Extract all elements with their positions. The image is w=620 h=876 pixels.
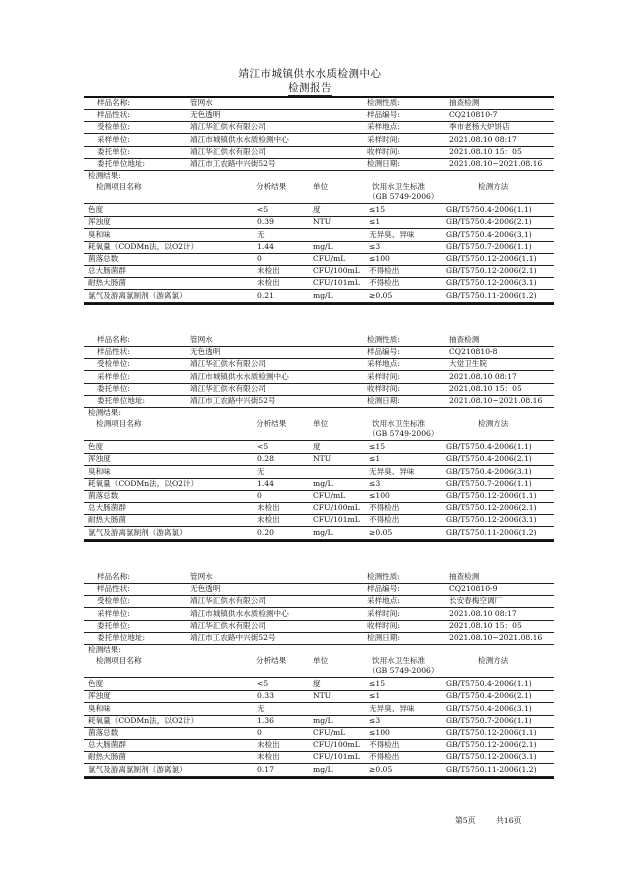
item-standard: 不得检出: [369, 266, 400, 276]
row-rule: [84, 170, 554, 171]
field-value: 无色透明: [190, 110, 221, 120]
field-value: CQ210810-7: [449, 110, 498, 120]
item-method: GB/T5750.7-2006(1.1): [446, 241, 532, 251]
item-name: 总大肠菌群: [88, 503, 126, 513]
item-name: 耗氧量（CODMn法，以O2计）: [88, 241, 199, 251]
col-header-standard: 饮用水卫生标准: [372, 419, 426, 429]
field-value: 2021.08.10~2021.08.16: [449, 159, 543, 168]
field-label: 检测性质:: [367, 335, 400, 344]
field-label: 委托单位:: [97, 146, 130, 156]
field-label: 采样单位:: [97, 371, 130, 381]
item-name: 总大肠菌群: [88, 266, 126, 276]
item-unit: NTU: [313, 454, 332, 464]
item-result: 0: [257, 728, 262, 737]
item-name: 总大肠菌群: [88, 740, 126, 750]
field-label: 检测日期:: [367, 159, 400, 168]
item-unit: mg/L: [313, 241, 333, 251]
item-unit: 度: [313, 679, 321, 689]
item-result: 0.20: [257, 527, 274, 537]
item-method: GB/T5750.12-2006(2.1): [446, 503, 537, 513]
field-label: 委托单位:: [97, 383, 130, 393]
field-value: 管网水: [190, 335, 213, 344]
field-label: 委托单位地址:: [97, 159, 146, 168]
field-label: 委托单位地址:: [97, 396, 146, 405]
item-method: GB/T5750.4-2006(2.1): [446, 691, 532, 701]
item-standard: ≤3: [369, 478, 381, 488]
item-result: 未检出: [257, 515, 280, 525]
item-standard: 不得检出: [369, 515, 400, 525]
item-name: 色度: [88, 442, 104, 452]
item-standard: ≥0.05: [369, 527, 393, 537]
field-value: 2021.08.10 15：05: [449, 620, 522, 630]
field-label: 采样地点:: [367, 596, 400, 606]
item-method: GB/T5750.11-2006(1.2): [446, 764, 537, 774]
item-unit: CFU/mL: [313, 254, 346, 263]
field-value: 靖江华汇供水有限公司: [190, 146, 266, 156]
item-unit: mg/L: [313, 527, 333, 537]
item-unit: CFU/100mL: [313, 740, 360, 750]
section-rule: [84, 777, 554, 779]
item-method: GB/T5750.7-2006(1.1): [446, 478, 532, 488]
field-value: 无色透明: [190, 584, 221, 594]
field-label: 委托单位地址:: [97, 633, 146, 642]
field-label: 收样时间:: [367, 383, 400, 393]
item-name: 浑浊度: [88, 454, 111, 464]
col-header-unit: 单位: [313, 182, 329, 192]
field-label: 样品编号:: [367, 584, 400, 594]
item-standard: ≥0.05: [369, 764, 393, 774]
field-value: 长安春梅空调厂: [449, 596, 503, 606]
item-result: 0.21: [257, 290, 274, 300]
item-unit: CFU/mL: [313, 728, 346, 737]
item-method: GB/T5750.12-2006(1.1): [446, 728, 537, 737]
item-unit: CFU/101mL: [313, 278, 360, 288]
item-standard: 无异臭、异味: [369, 703, 415, 713]
field-label: 样品性状:: [97, 110, 130, 120]
item-result: 未检出: [257, 278, 280, 288]
item-standard: 不得检出: [369, 752, 400, 762]
col-header-method: 检测方法: [478, 656, 509, 666]
field-value: 2021.08.10 08:17: [449, 371, 517, 381]
item-method: GB/T5750.4-2006(1.1): [446, 679, 532, 689]
field-value: 靖江市城镇供水水质检测中心: [190, 134, 289, 144]
item-method: GB/T5750.12-2006(3.1): [446, 278, 537, 288]
item-unit: 度: [313, 205, 321, 215]
item-result: 未检出: [257, 740, 280, 750]
item-result: 0.17: [257, 764, 274, 774]
item-standard: ≤15: [369, 205, 386, 215]
item-standard: ≤1: [369, 454, 381, 464]
item-result: 0: [257, 254, 262, 263]
field-value: 2021.08.10 08:17: [449, 608, 517, 618]
item-result: 0.33: [257, 691, 274, 701]
field-label: 样品编号:: [367, 110, 400, 120]
field-value: 2021.08.10 08:17: [449, 134, 517, 144]
item-method: GB/T5750.12-2006(2.1): [446, 740, 537, 750]
item-name: 菌落总数: [88, 728, 119, 737]
field-label: 样品性状:: [97, 347, 130, 357]
item-standard: 不得检出: [369, 740, 400, 750]
header-rule: [84, 96, 554, 98]
field-value: 靖江华汇供水有限公司: [190, 620, 266, 630]
item-standard: ≥0.05: [369, 290, 393, 300]
item-method: GB/T5750.4-2006(3.1): [446, 466, 532, 476]
field-value: 靖江市城镇供水水质检测中心: [190, 608, 289, 618]
page-total: 共16页: [496, 816, 522, 825]
item-name: 浑浊度: [88, 217, 111, 227]
page-number: 第5页: [455, 816, 476, 825]
item-result: 未检出: [257, 266, 280, 276]
item-unit: CFU/mL: [313, 491, 346, 500]
item-standard: 无异臭、异味: [369, 466, 415, 476]
field-label: 检测日期:: [367, 633, 400, 642]
item-unit: mg/L: [313, 478, 333, 488]
report-title-text: 检测报告: [288, 82, 332, 94]
item-name: 菌落总数: [88, 254, 119, 263]
item-standard: ≤100: [369, 491, 390, 500]
item-method: GB/T5750.4-2006(2.1): [446, 454, 532, 464]
field-label: 受检单位:: [97, 596, 130, 606]
item-result: 未检出: [257, 503, 280, 513]
field-value: 无色透明: [190, 347, 221, 357]
field-label: 采样时间:: [367, 608, 400, 618]
item-unit: CFU/100mL: [313, 266, 360, 276]
field-value: 大觉卫生院: [449, 359, 487, 369]
field-value: 靖江市城镇供水水质检测中心: [190, 371, 289, 381]
item-result: <5: [257, 442, 269, 452]
item-unit: CFU/100mL: [313, 503, 360, 513]
row-rule: [84, 407, 554, 408]
field-label: 采样地点:: [367, 122, 400, 132]
item-result: 无: [257, 703, 265, 713]
item-method: GB/T5750.4-2006(3.1): [446, 703, 532, 713]
field-value: CQ210810-8: [449, 347, 498, 357]
item-method: GB/T5750.4-2006(1.1): [446, 442, 532, 452]
item-name: 臭和味: [88, 703, 111, 713]
field-value: 靖江市工农路中兴街52号: [190, 396, 276, 405]
item-name: 色度: [88, 205, 104, 215]
item-unit: mg/L: [313, 715, 333, 725]
org-title: 靖江市城镇供水水质检测中心: [238, 68, 382, 80]
field-value: 2021.08.10~2021.08.16: [449, 633, 543, 642]
item-standard: ≤100: [369, 728, 390, 737]
field-value: CQ210810-9: [449, 584, 498, 594]
field-value: 抽查检测: [449, 335, 480, 344]
item-method: GB/T5750.4-2006(3.1): [446, 229, 532, 239]
item-unit: CFU/101mL: [313, 515, 360, 525]
item-result: 无: [257, 466, 265, 476]
field-value: 靖江市工农路中兴街52号: [190, 633, 276, 642]
item-name: 菌落总数: [88, 491, 119, 500]
field-label: 检测日期:: [367, 396, 400, 405]
col-header-unit: 单位: [313, 656, 329, 666]
field-label: 采样单位:: [97, 134, 130, 144]
item-standard: ≤3: [369, 241, 381, 251]
field-label: 受检单位:: [97, 359, 130, 369]
col-header-result: 分析结果: [256, 656, 287, 666]
item-method: GB/T5750.12-2006(1.1): [446, 254, 537, 263]
item-name: 臭和味: [88, 466, 111, 476]
field-label: 受检单位:: [97, 122, 130, 132]
section-rule: [84, 303, 554, 305]
item-method: GB/T5750.11-2006(1.2): [446, 527, 537, 537]
field-label: 采样时间:: [367, 371, 400, 381]
field-value: 管网水: [190, 572, 213, 581]
item-method: GB/T5750.11-2006(1.2): [446, 290, 537, 300]
field-label: 样品名称:: [97, 572, 130, 581]
row-rule: [84, 644, 554, 645]
item-standard: ≤15: [369, 679, 386, 689]
field-value: 靖江华汇供水有限公司: [190, 359, 266, 369]
field-label: 检测性质:: [367, 98, 400, 107]
item-standard: 不得检出: [369, 503, 400, 513]
item-standard: ≤1: [369, 217, 381, 227]
field-value: 2021.08.10 15：05: [449, 146, 522, 156]
results-label: 检测结果:: [88, 645, 121, 655]
item-method: GB/T5750.4-2006(1.1): [446, 205, 532, 215]
col-header-item: 检测项目名称: [96, 182, 142, 192]
field-label: 检测性质:: [367, 572, 400, 581]
item-name: 耐热大肠菌: [88, 515, 126, 525]
item-unit: CFU/101mL: [313, 752, 360, 762]
item-standard: ≤100: [369, 254, 390, 263]
item-unit: 度: [313, 442, 321, 452]
item-result: 0.28: [257, 454, 274, 464]
col-header-standard: 饮用水卫生标准: [372, 182, 426, 192]
field-value: 抽查检测: [449, 98, 480, 107]
item-standard: ≤1: [369, 691, 381, 701]
item-unit: mg/L: [313, 764, 333, 774]
field-label: 样品名称:: [97, 335, 130, 344]
field-label: 采样单位:: [97, 608, 130, 618]
results-label: 检测结果:: [88, 408, 121, 418]
field-label: 采样地点:: [367, 359, 400, 369]
item-standard: 无异臭、异味: [369, 229, 415, 239]
col-header-standard-ref: （GB 5749-2006）: [368, 429, 439, 439]
field-value: 靖江华汇供水有限公司: [190, 596, 266, 606]
item-method: GB/T5750.12-2006(3.1): [446, 752, 537, 762]
field-label: 采样时间:: [367, 134, 400, 144]
item-result: 无: [257, 229, 265, 239]
field-value: 2021.08.10 15：05: [449, 383, 522, 393]
col-header-item: 检测项目名称: [96, 656, 142, 666]
field-value: 管网水: [190, 98, 213, 107]
col-header-result: 分析结果: [256, 182, 287, 192]
field-value: 抽查检测: [449, 572, 480, 581]
item-name: 色度: [88, 679, 104, 689]
section-rule: [84, 540, 554, 542]
item-unit: mg/L: [313, 290, 333, 300]
item-name: 耐热大肠菌: [88, 752, 126, 762]
item-result: 未检出: [257, 752, 280, 762]
item-result: <5: [257, 205, 269, 215]
item-name: 氯气及游离氯制剂（游离氯）: [88, 290, 187, 300]
item-result: 1.36: [257, 715, 274, 725]
col-header-result: 分析结果: [256, 419, 287, 429]
field-value: 靖江市工农路中兴街52号: [190, 159, 276, 168]
item-method: GB/T5750.12-2006(3.1): [446, 515, 537, 525]
item-result: 0.39: [257, 217, 274, 227]
item-unit: NTU: [313, 691, 332, 701]
col-header-standard-ref: （GB 5749-2006）: [368, 192, 439, 202]
item-name: 臭和味: [88, 229, 111, 239]
item-method: GB/T5750.12-2006(1.1): [446, 491, 537, 500]
field-label: 收样时间:: [367, 146, 400, 156]
item-result: <5: [257, 679, 269, 689]
item-name: 氯气及游离氯制剂（游离氯）: [88, 764, 187, 774]
item-result: 0: [257, 491, 262, 500]
col-header-unit: 单位: [313, 419, 329, 429]
item-name: 耐热大肠菌: [88, 278, 126, 288]
field-label: 样品编号:: [367, 347, 400, 357]
item-name: 耗氧量（CODMn法，以O2计）: [88, 478, 199, 488]
field-label: 收样时间:: [367, 620, 400, 630]
field-value: 季市老杨大炉饼店: [449, 122, 510, 132]
col-header-standard-ref: （GB 5749-2006）: [368, 666, 439, 676]
item-method: GB/T5750.4-2006(2.1): [446, 217, 532, 227]
col-header-method: 检测方法: [478, 182, 509, 192]
col-header-item: 检测项目名称: [96, 419, 142, 429]
field-value: 2021.08.10~2021.08.16: [449, 396, 543, 405]
field-value: 靖江华汇供水有限公司: [190, 122, 266, 132]
item-standard: ≤15: [369, 442, 386, 452]
item-unit: NTU: [313, 217, 332, 227]
item-result: 1.44: [257, 241, 274, 251]
item-standard: 不得检出: [369, 278, 400, 288]
field-value: 靖江华汇供水有限公司: [190, 383, 266, 393]
field-label: 委托单位:: [97, 620, 130, 630]
field-label: 样品名称:: [97, 98, 130, 107]
report-title: [0, 83, 620, 94]
item-name: 氯气及游离氯制剂（游离氯）: [88, 527, 187, 537]
col-header-standard: 饮用水卫生标准: [372, 656, 426, 666]
field-label: 样品性状:: [97, 584, 130, 594]
results-label: 检测结果:: [88, 171, 121, 181]
item-name: 浑浊度: [88, 691, 111, 701]
col-header-method: 检测方法: [478, 419, 509, 429]
item-method: GB/T5750.12-2006(2.1): [446, 266, 537, 276]
item-standard: ≤3: [369, 715, 381, 725]
item-result: 1.44: [257, 478, 274, 488]
item-method: GB/T5750.7-2006(1.1): [446, 715, 532, 725]
item-name: 耗氧量（CODMn法，以O2计）: [88, 715, 199, 725]
